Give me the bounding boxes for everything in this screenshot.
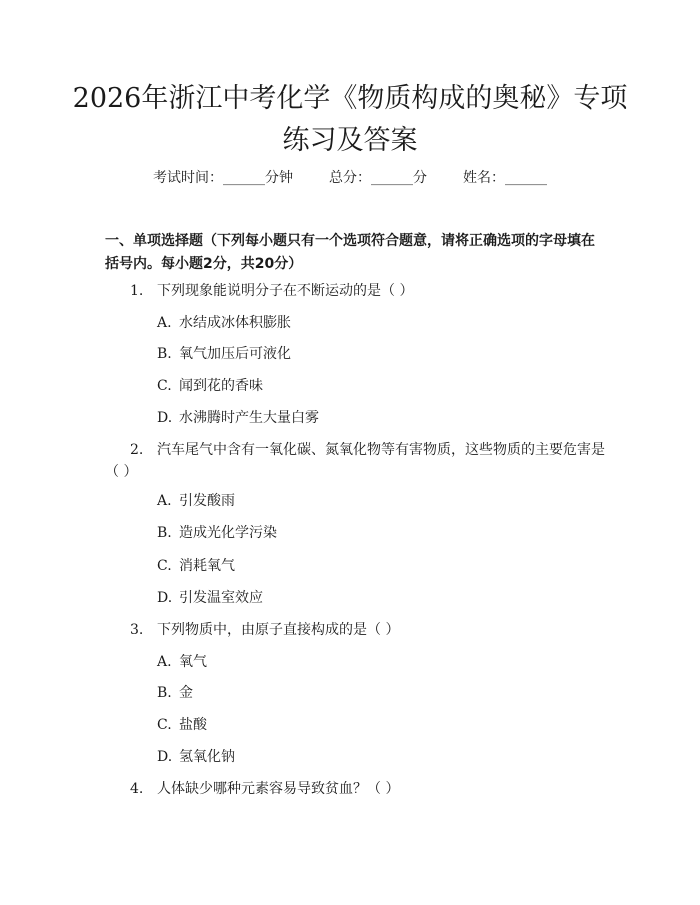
option-1a	[157, 312, 597, 334]
option-1d	[157, 407, 597, 429]
option-text: 造成光化学污染	[179, 525, 277, 541]
question-text: 汽车尾气中含有一氧化碳、氮氧化物等有害物质，这些物质的主要危害是（ ）	[105, 442, 605, 480]
option-text: 引发酸雨	[179, 493, 235, 509]
option-text: 盐酸	[179, 717, 207, 733]
question-4	[105, 778, 605, 800]
option-letter: D.	[157, 590, 173, 606]
option-letter: B.	[157, 685, 172, 701]
section-header: 一、单项选择题（下列每小题只有一个选项符合题意，请将正确选项的字母填在括号内。每小题2分，共20分）	[105, 233, 595, 272]
question-text: 下列现象能说明分子在不断运动的是（ ）	[157, 283, 414, 299]
option-letter: A.	[157, 493, 172, 509]
question-number: 4.	[130, 781, 144, 797]
exam-meta-line	[0, 168, 700, 188]
option-3c	[157, 714, 597, 736]
option-text: 水沸腾时产生大量白雾	[179, 410, 319, 426]
question-number: 3.	[130, 622, 144, 638]
option-letter: B.	[157, 525, 172, 541]
exam-time-field: 考试时间：______分钟	[153, 170, 293, 186]
option-letter: D.	[157, 410, 173, 426]
page-title: 2026年浙江中考化学《物质构成的奥秘》专项练习及答案	[72, 83, 628, 156]
option-letter: C.	[157, 717, 172, 733]
option-text: 金	[179, 685, 193, 701]
option-text: 消耗氧气	[179, 558, 235, 574]
option-letter: A.	[157, 654, 172, 670]
option-text: 氧气加压后可液化	[179, 346, 291, 362]
question-text: 下列物质中，由原子直接构成的是（ ）	[157, 622, 400, 638]
question-number: 2.	[130, 442, 144, 458]
option-2d	[157, 587, 597, 609]
question-2	[105, 439, 605, 483]
option-letter: B.	[157, 346, 172, 362]
option-letter: C.	[157, 378, 172, 394]
option-3a	[157, 651, 597, 673]
option-text: 闻到花的香味	[179, 378, 263, 394]
option-text: 引发温室效应	[179, 590, 263, 606]
option-1b	[157, 343, 597, 365]
option-3b	[157, 682, 597, 704]
question-3	[105, 619, 605, 641]
option-letter: D.	[157, 749, 173, 765]
total-score-field: 总分：______分	[329, 170, 427, 186]
option-text: 氧气	[179, 654, 207, 670]
name-field: 姓名：______	[463, 170, 547, 186]
option-text: 水结成冰体积膨胀	[179, 315, 291, 331]
option-text: 氢氧化钠	[179, 749, 235, 765]
question-1	[105, 280, 605, 302]
option-2a	[157, 490, 597, 512]
question-text: 人体缺少哪种元素容易导致贫血？（ ）	[157, 781, 400, 797]
option-3d	[157, 746, 597, 768]
option-letter: A.	[157, 315, 172, 331]
question-number: 1.	[130, 283, 144, 299]
option-2b	[157, 522, 597, 544]
option-1c	[157, 375, 597, 397]
option-letter: C.	[157, 558, 172, 574]
option-2c	[157, 555, 597, 577]
